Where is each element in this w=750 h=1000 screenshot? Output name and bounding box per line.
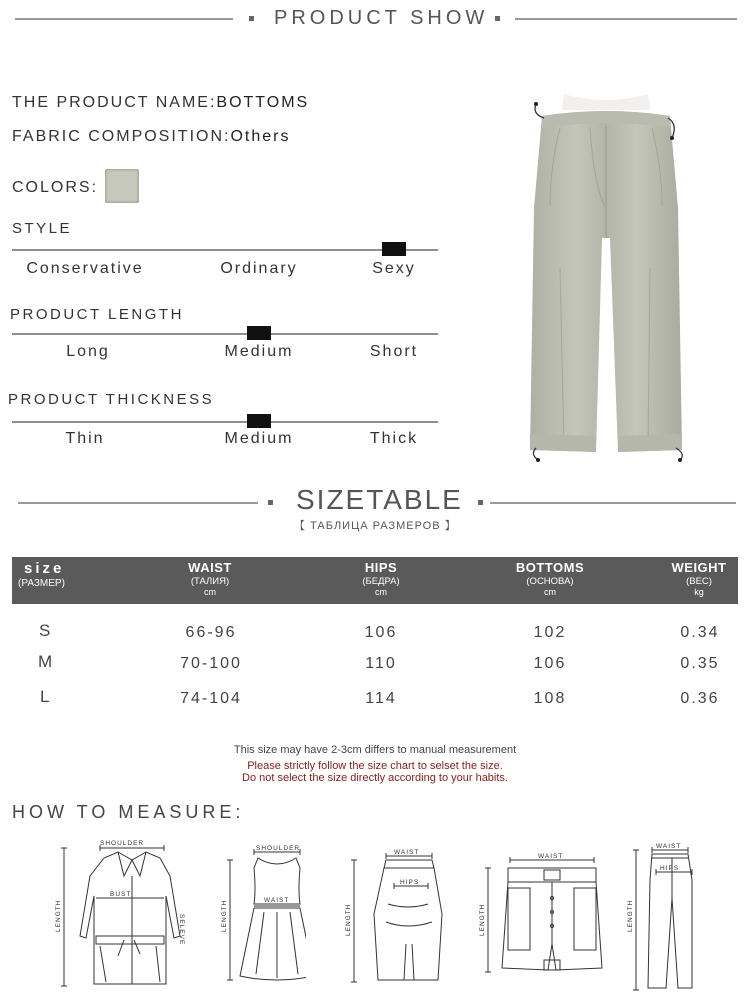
sizetable-title: SIZETABLE xyxy=(296,484,463,515)
product-image xyxy=(520,88,692,468)
header-hips-label: HIPS xyxy=(364,560,398,575)
header-weight-sub: (ВЕС) xyxy=(686,576,712,587)
header-size-sub: (РАЗМЕР) xyxy=(18,578,65,589)
scale-option: Thick xyxy=(369,430,419,447)
scale-option: Conservative xyxy=(26,260,144,277)
fabric-value: Others xyxy=(230,128,291,145)
header-hips-sub: (БЕДРА) xyxy=(362,576,400,587)
scale-option: Thin xyxy=(65,430,105,447)
header-weight-unit: kg xyxy=(694,587,704,597)
sizetable-line-left xyxy=(18,502,258,504)
colors-label: COLORS: xyxy=(12,179,99,196)
cell-weight: 0.36 xyxy=(680,690,720,707)
warning-line-2: Do not select the size directly according to your habits. xyxy=(242,772,508,784)
label-length: LENGTH xyxy=(627,899,634,932)
scale-marker[interactable] xyxy=(247,414,271,428)
cell-hips: 106 xyxy=(364,624,398,641)
cell-hips: 114 xyxy=(365,690,397,707)
row-size: L xyxy=(40,687,50,706)
scale-track xyxy=(12,249,438,251)
cell-waist: 66-96 xyxy=(185,624,237,641)
pants-measure-diagram xyxy=(622,840,702,994)
scale-option: Sexy xyxy=(372,260,416,277)
header-hips xyxy=(362,557,399,604)
label-length: LENGTH xyxy=(345,903,352,936)
header-line-left xyxy=(15,18,233,20)
cell-hips: 110 xyxy=(365,655,397,672)
label-hips: HIPS xyxy=(660,865,680,872)
how-to-measure-title: HOW TO MEASURE: xyxy=(12,802,245,822)
header-weight-label: WEIGHT xyxy=(671,560,727,575)
label-length: LENGTH xyxy=(479,903,486,936)
scale-title: STYLE xyxy=(12,220,73,237)
cell-weight: 0.34 xyxy=(680,624,720,641)
header-bottoms xyxy=(516,557,584,604)
label-hips: HIPS xyxy=(400,879,420,886)
scale-option: Long xyxy=(66,343,110,360)
label-bust: BUST xyxy=(110,891,132,898)
warning-line-1: Please strictly follow the size chart to selset the size. xyxy=(247,760,503,772)
sizetable-dot-right xyxy=(478,500,483,505)
jacket-measure-diagram xyxy=(48,836,196,992)
scale-track xyxy=(12,421,438,423)
header-bottoms-sub: (ОСНОВА) xyxy=(526,576,574,587)
fabric-row xyxy=(12,128,290,146)
cell-waist: 74-104 xyxy=(180,690,242,707)
header-waist-sub: (ТАЛИЯ) xyxy=(190,576,230,587)
size-table-header xyxy=(12,557,738,604)
header-bottoms-unit: cm xyxy=(543,587,556,597)
cell-waist: 70-100 xyxy=(180,655,242,672)
header-bottoms-label: BOTTOMS xyxy=(515,560,585,575)
product-name-value: BOTTOMS xyxy=(216,94,310,111)
header-dot-left xyxy=(249,16,254,21)
product-show-title: PRODUCT SHOW xyxy=(274,7,489,29)
scale-marker[interactable] xyxy=(247,326,271,340)
skirt-measure-diagram xyxy=(344,844,444,988)
scale-option: Medium xyxy=(224,343,294,360)
dress-measure-diagram xyxy=(216,842,306,986)
product-name-row xyxy=(12,94,309,112)
label-length: LENGTH xyxy=(55,899,62,932)
header-waist-unit: cm xyxy=(203,587,216,597)
scale-option: Ordinary xyxy=(220,260,298,277)
label-waist: WAIST xyxy=(538,853,564,860)
cell-weight: 0.35 xyxy=(680,655,720,672)
header-weight xyxy=(672,557,727,604)
scale-title: PRODUCT LENGTH xyxy=(10,306,184,323)
label-waist: WAIST xyxy=(656,843,682,850)
label-sleeve: SELEVE xyxy=(178,914,185,946)
measurement-note: This size may have 2-3cm differs to manual measurement xyxy=(233,744,517,756)
color-swatch[interactable] xyxy=(105,169,139,203)
fabric-label: FABRIC COMPOSITION: xyxy=(12,128,231,145)
header-hips-unit: cm xyxy=(375,587,387,597)
header-size-label: size xyxy=(24,560,65,577)
scale-option: Short xyxy=(369,343,419,360)
scale-track xyxy=(12,333,438,335)
scale-option: Medium xyxy=(224,430,294,447)
cell-bottoms: 108 xyxy=(533,690,567,707)
product-name-label: THE PRODUCT NAME: xyxy=(12,94,217,111)
shorts-measure-diagram xyxy=(478,848,608,978)
sizetable-line-right xyxy=(490,502,736,504)
header-waist-label: WAIST xyxy=(188,560,232,575)
cell-bottoms: 102 xyxy=(533,624,567,641)
row-size: M xyxy=(38,652,53,671)
label-shoulder: SHOULDER xyxy=(100,840,145,847)
header-line-right xyxy=(515,18,737,20)
scale-marker[interactable] xyxy=(382,242,406,256)
label-waist: WAIST xyxy=(394,849,420,856)
pants-illustration xyxy=(520,88,692,468)
row-size: S xyxy=(39,621,51,640)
header-waist xyxy=(188,557,232,604)
label-shoulder: SHOULDER xyxy=(256,845,301,852)
sizetable-dot-left xyxy=(268,500,273,505)
label-length: LENGTH xyxy=(221,899,228,932)
header-dot-right xyxy=(495,16,500,21)
sizetable-subtitle: 【 ТАБЛИЦА РАЗМЕРОВ 】 xyxy=(294,520,457,532)
label-waist: WAIST xyxy=(264,897,290,904)
scale-title: PRODUCT THICKNESS xyxy=(8,391,215,408)
cell-bottoms: 106 xyxy=(533,655,567,672)
header-size xyxy=(18,557,65,589)
